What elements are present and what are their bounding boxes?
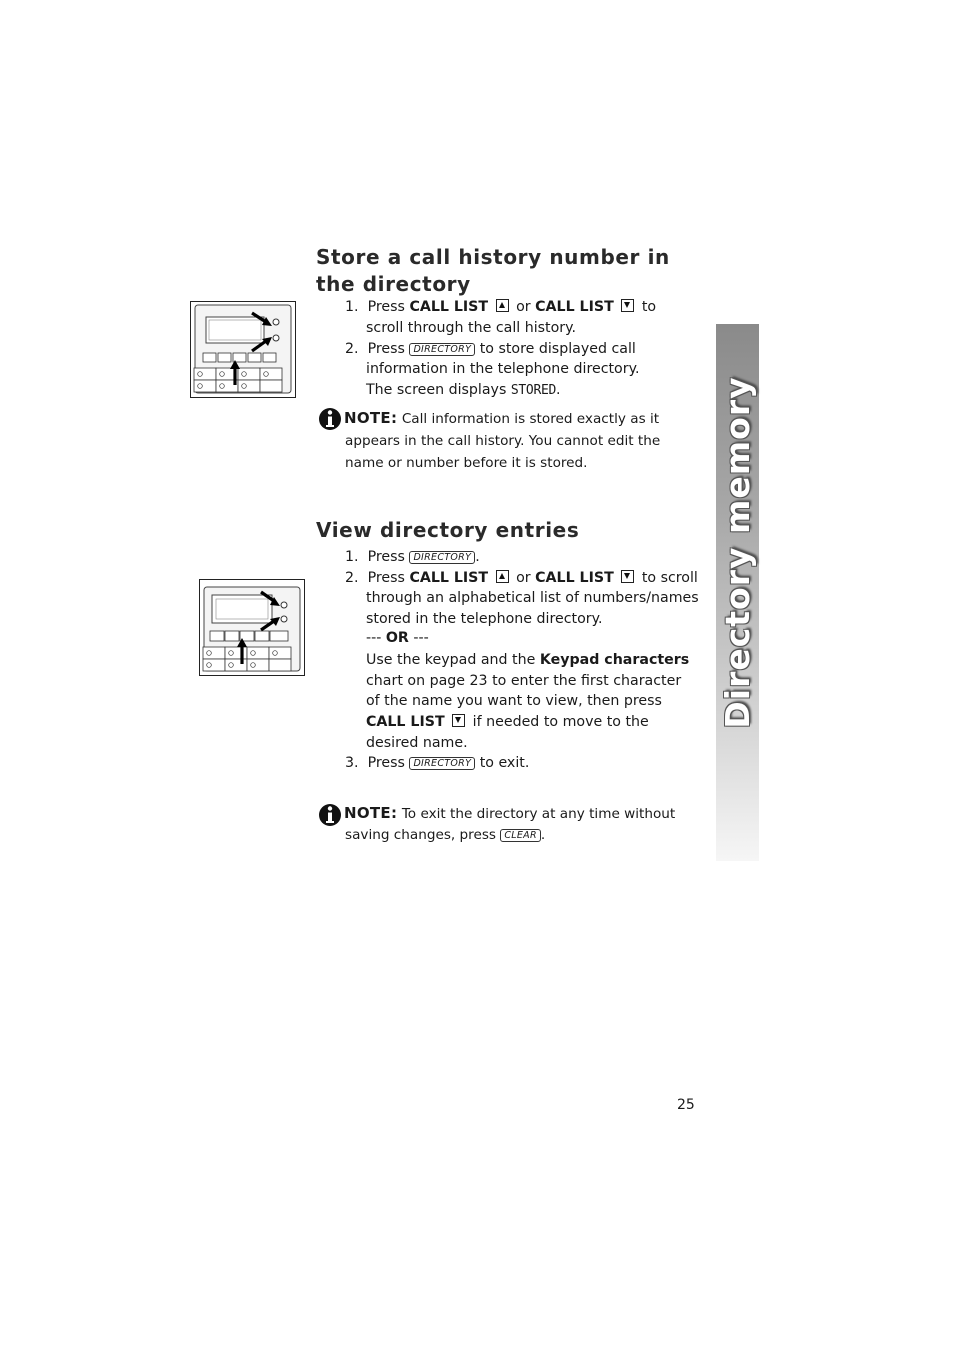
step-text: or: [516, 570, 531, 586]
or-separator: [366, 630, 429, 646]
phone-illustration-view: [199, 579, 305, 676]
step-number: 2.: [345, 341, 359, 357]
step-text: Press: [367, 549, 405, 565]
clear-key-icon: CLEAR: [500, 829, 541, 842]
down-arrow-icon: [621, 570, 634, 583]
note-text: .: [540, 827, 546, 843]
call-list-label: CALL LIST: [409, 570, 489, 586]
store-step-2-line2: information in the telephone directory.: [366, 361, 640, 377]
store-step-1: [345, 299, 656, 315]
note-label: NOTE:: [344, 804, 398, 822]
call-list-label: CALL LIST: [366, 714, 445, 730]
view-alt-line3: of the name you want to view, then press: [366, 693, 662, 709]
step-text: Press: [367, 755, 405, 771]
view-alt-line4: [366, 714, 649, 730]
directory-key-icon: DIRECTORY: [409, 551, 475, 564]
directory-key-icon: DIRECTORY: [409, 343, 475, 356]
store-step-2-line3: [366, 382, 561, 398]
section-store-title-line2: the directory: [316, 272, 471, 296]
step-text: The screen displays: [366, 382, 507, 398]
step-text: .: [556, 382, 561, 398]
store-step-2: [345, 341, 636, 357]
step-text: Use the keypad and the: [366, 652, 536, 668]
step-text: Press: [367, 341, 405, 357]
view-step-3: [345, 755, 529, 771]
step-text: to exit.: [479, 755, 530, 771]
view-alt-line1: [366, 652, 689, 668]
view-step-2-line2: through an alphabetical list of numbers/names: [366, 590, 699, 606]
step-number: 1.: [345, 299, 359, 315]
section-store-title-line1: Store a call history number in: [316, 245, 670, 269]
info-icon: [318, 406, 342, 432]
phone-illustration-store: [190, 301, 296, 398]
view-step-2-line3: stored in the telephone directory.: [366, 611, 603, 627]
page-number: 25: [677, 1097, 695, 1113]
section-view-title: View directory entries: [316, 518, 580, 542]
step-text: or: [516, 299, 531, 315]
up-arrow-icon: [496, 570, 509, 583]
section-view-heading: [316, 517, 579, 544]
step-number: 1.: [345, 549, 359, 565]
store-note-line2: appears in the call history. You cannot edit the: [345, 433, 661, 449]
note-label: NOTE:: [344, 409, 398, 427]
view-note-line2: [345, 827, 545, 843]
or-dashes: ---: [366, 630, 382, 646]
or-dashes: ---: [413, 630, 429, 646]
note-text: To exit the directory at any time without: [401, 806, 676, 822]
down-arrow-icon: [452, 714, 465, 727]
or-word: OR: [385, 630, 409, 646]
section-store-heading: [316, 244, 670, 298]
screen-display-text: STORED: [510, 383, 557, 398]
view-note-line1: [344, 804, 675, 822]
call-list-label: CALL LIST: [535, 570, 614, 586]
step-text: to scroll: [641, 570, 698, 586]
step-text: Press: [367, 570, 405, 586]
step-text: to: [641, 299, 657, 315]
call-list-label: CALL LIST: [409, 299, 489, 315]
call-list-label: CALL LIST: [535, 299, 614, 315]
view-step-2: [345, 570, 698, 586]
view-alt-line2: chart on page 23 to enter the first character: [366, 673, 682, 689]
directory-key-icon: DIRECTORY: [409, 757, 475, 770]
store-note-line1: [344, 409, 659, 427]
store-step-1-cont: scroll through the call history.: [366, 320, 577, 336]
view-step-1: [345, 549, 480, 565]
step-text: if needed to move to the: [472, 714, 649, 730]
keypad-characters-label: Keypad characters: [539, 652, 690, 668]
side-tab: [716, 324, 759, 861]
step-text: to store displayed call: [479, 341, 636, 357]
view-alt-line5: desired name.: [366, 735, 468, 751]
step-number: 2.: [345, 570, 359, 586]
store-note-line3: name or number before it is stored.: [345, 455, 588, 471]
note-text: saving changes, press: [345, 827, 496, 843]
down-arrow-icon: [621, 299, 634, 312]
up-arrow-icon: [496, 299, 509, 312]
side-tab-title: Directory memory: [718, 376, 757, 729]
step-text: .: [475, 549, 480, 565]
step-text: Press: [367, 299, 405, 315]
step-number: 3.: [345, 755, 359, 771]
note-text: Call information is stored exactly as it: [401, 411, 660, 427]
info-icon: [318, 802, 342, 828]
